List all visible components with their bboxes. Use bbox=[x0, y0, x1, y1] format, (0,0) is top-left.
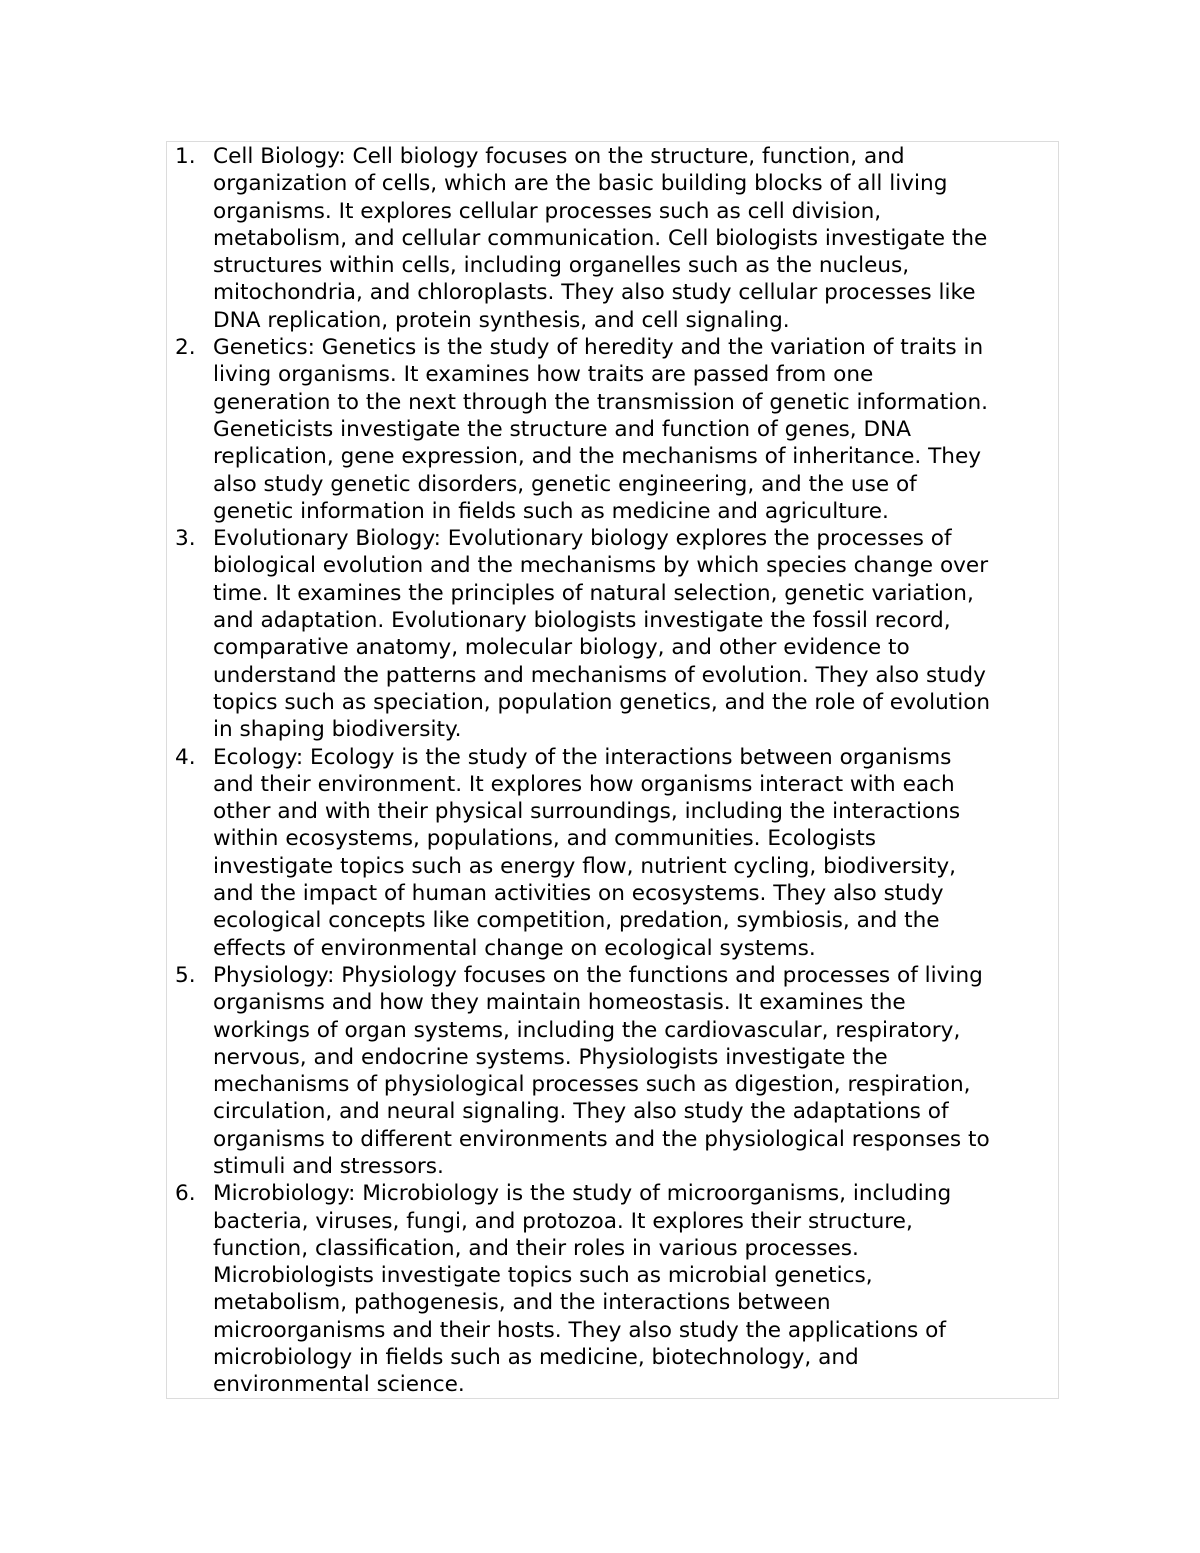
text-line: effects of environmental change on ecological systems. bbox=[213, 935, 816, 961]
text-line: and adaptation. Evolutionary biologists investigate the fossil record, bbox=[213, 608, 951, 634]
list-item-text bbox=[213, 962, 1059, 1180]
text-line: living organisms. It examines how traits are passed from one bbox=[213, 362, 874, 388]
text-line: generation to the next through the transmission of genetic information. bbox=[213, 389, 989, 415]
list-item-text bbox=[213, 1180, 1059, 1398]
text-line: biological evolution and the mechanisms by which species change over bbox=[213, 553, 989, 579]
text-line: workings of organ systems, including the cardiovascular, respiratory, bbox=[213, 1017, 961, 1043]
text-line: environmental science. bbox=[213, 1372, 465, 1398]
text-line: organisms. It explores cellular processes such as cell division, bbox=[213, 198, 882, 224]
text-line: Microbiologists investigate topics such as microbial genetics, bbox=[213, 1263, 873, 1289]
list-number: 4. bbox=[175, 744, 196, 770]
topic-list bbox=[167, 143, 1059, 1399]
text-line: function, classification, and their roles in various processes. bbox=[213, 1235, 859, 1261]
document-text-box bbox=[166, 141, 1059, 1399]
text-line: metabolism, pathogenesis, and the interactions between bbox=[213, 1290, 831, 1316]
text-line: replication, gene expression, and the mechanisms of inheritance. They bbox=[213, 444, 982, 470]
text-line: microbiology in fields such as medicine, biotechnology, and bbox=[213, 1345, 859, 1371]
text-line: comparative anatomy, molecular biology, and other evidence to bbox=[213, 635, 910, 661]
text-line: also study genetic disorders, genetic engineering, and the use of bbox=[213, 471, 917, 497]
text-line: metabolism, and cellular communication. Cell biologists investigate the bbox=[213, 225, 988, 251]
text-line: nervous, and endocrine systems. Physiologists investigate the bbox=[213, 1044, 888, 1070]
list-item-text bbox=[213, 525, 1059, 743]
list-number: 5. bbox=[175, 962, 196, 988]
text-line: within ecosystems, populations, and communities. Ecologists bbox=[213, 826, 877, 852]
text-line: bacteria, viruses, fungi, and protozoa. It explores their structure, bbox=[213, 1208, 913, 1234]
list-item-genetics bbox=[167, 334, 1059, 525]
text-line: stimuli and stressors. bbox=[213, 1153, 444, 1179]
text-line: Geneticists investigate the structure and function of genes, DNA bbox=[213, 416, 912, 442]
text-line: microorganisms and their hosts. They also study the applications of bbox=[213, 1317, 946, 1343]
text-line: DNA replication, protein synthesis, and cell signaling. bbox=[213, 307, 790, 333]
text-line: and the impact of human activities on ecosystems. They also study bbox=[213, 881, 944, 907]
text-line: genetic information in fields such as medicine and agriculture. bbox=[213, 498, 889, 524]
list-item-evolutionary-biology bbox=[167, 525, 1059, 743]
text-line: structures within cells, including organelles such as the nucleus, bbox=[213, 253, 910, 279]
list-number: 1. bbox=[175, 144, 196, 169]
text-line: time. It examines the principles of natural selection, genetic variation, bbox=[213, 580, 974, 606]
text-line: Ecology: Ecology is the study of the interactions between organisms bbox=[213, 744, 952, 770]
list-item-text bbox=[213, 334, 1059, 525]
list-item-physiology bbox=[167, 962, 1059, 1180]
text-line: circulation, and neural signaling. They also study the adaptations of bbox=[213, 1099, 949, 1125]
text-line: in shaping biodiversity. bbox=[213, 717, 462, 743]
list-number: 3. bbox=[175, 526, 196, 552]
text-line: investigate topics such as energy flow, nutrient cycling, biodiversity, bbox=[213, 853, 956, 879]
text-line: Genetics: Genetics is the study of heredity and the variation of traits in bbox=[213, 335, 984, 361]
list-item-text bbox=[213, 143, 1059, 334]
list-item-microbiology bbox=[167, 1180, 1059, 1398]
list-item-ecology bbox=[167, 744, 1059, 962]
text-line: mechanisms of physiological processes such as digestion, respiration, bbox=[213, 1072, 971, 1098]
list-number: 6. bbox=[175, 1181, 196, 1207]
text-line: mitochondria, and chloroplasts. They also study cellular processes like bbox=[213, 280, 976, 306]
text-line: Physiology: Physiology focuses on the functions and processes of living bbox=[213, 962, 983, 988]
text-line: other and with their physical surroundings, including the interactions bbox=[213, 799, 961, 825]
text-line: and their environment. It explores how organisms interact with each bbox=[213, 771, 955, 797]
text-line: organisms and how they maintain homeostasis. It examines the bbox=[213, 990, 906, 1016]
list-number: 2. bbox=[175, 335, 196, 361]
text-line: understand the patterns and mechanisms of evolution. They also study bbox=[213, 662, 986, 688]
text-line: ecological concepts like competition, predation, symbiosis, and the bbox=[213, 908, 940, 934]
text-line: Evolutionary Biology: Evolutionary biology explores the processes of bbox=[213, 526, 952, 552]
text-line: topics such as speciation, population genetics, and the role of evolution bbox=[213, 689, 991, 715]
list-item-text bbox=[213, 744, 1059, 962]
text-line: organization of cells, which are the basic building blocks of all living bbox=[213, 171, 948, 197]
text-line: Cell Biology: Cell biology focuses on the structure, function, and bbox=[213, 144, 905, 169]
list-item-cell-biology bbox=[167, 143, 1059, 334]
text-line: organisms to different environments and the physiological responses to bbox=[213, 1126, 990, 1152]
text-line: Microbiology: Microbiology is the study of microorganisms, including bbox=[213, 1181, 952, 1207]
